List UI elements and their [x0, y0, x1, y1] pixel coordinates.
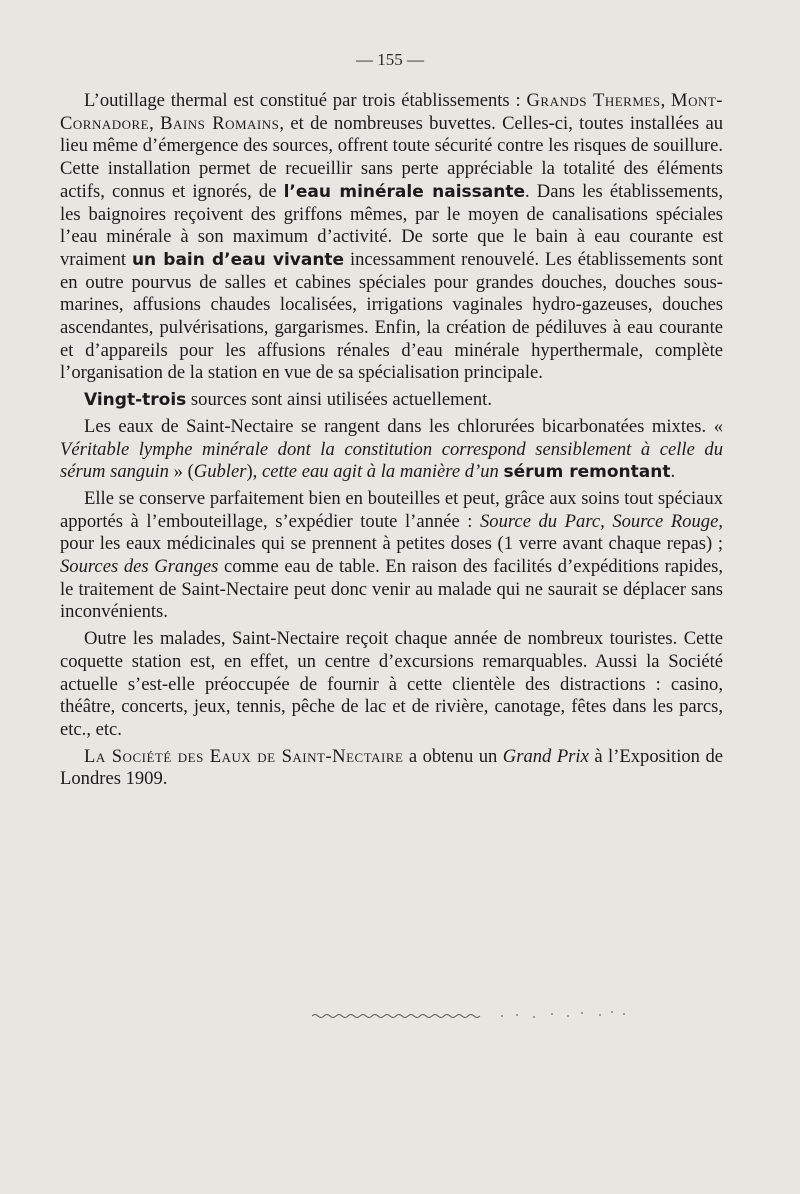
- emphasis-vingt-trois: Vingt-trois: [84, 390, 187, 411]
- page-number: — 155 —: [356, 50, 424, 69]
- establishment-grands-thermes: Grands Thermes: [526, 90, 661, 111]
- citation-gubler: Gubler: [193, 461, 247, 483]
- emphasis-eau-minerale: l’eau minérale naissante: [283, 181, 526, 202]
- paragraph-award: La Société des Eaux de Saint-Nectaire a obtenu un Grand Prix à l’Exposition de Londres 1909.: [60, 745, 724, 790]
- body-text: [60, 90, 723, 795]
- paragraph-tourism: Outre les malades, Saint-Nectaire reçoit chaque année de nombreux touristes. Cette coquette station est, en effet, un centre d’excursions remarquables. Aussi la Société actuelle s’est-elle préoccupée de fournir à cette clientèle des distractions : casino, théâtre, concerts, jeux, tennis, pêche de lac et de rivière, canotage, fêtes dans les parcs, etc., etc.: [60, 628, 723, 740]
- source-granges: Sources des Granges: [60, 556, 219, 578]
- award-grand-prix: Grand Prix: [502, 745, 589, 767]
- establishment-mont-cornadore: Mont-Cornadore: [60, 90, 723, 134]
- paragraph-sources: Vingt-trois sources sont ainsi utilisées actuellement.: [84, 389, 492, 411]
- source-names: Source du Parc, Source Rouge: [480, 510, 719, 532]
- emphasis-serum-remontant: sérum remontant: [503, 462, 671, 483]
- paragraph-bottling: Elle se conserve parfaitement bien en bouteilles et peut, grâce aux soins tout spéciaux apportés à l’embouteillage, s’expédier toute l’année : Source du Parc, Source Rouge, pour les eaux médicinales qui se prennent à petites doses (1 verre avant chaque repas) ; Sources des Granges comme eau de table. En raison des facilités d’expéditions rapides, le traitement de Saint-Nectaire peut donc venir au malade qui ne saurait se déplacer sans inconvénients.: [60, 487, 723, 623]
- quote-lymphe: Véritable lymphe minérale dont la constitution correspond sensiblement à celle du sérum sanguin: [60, 438, 723, 483]
- paragraph-thermal-facilities: L’outillage thermal est constitué par trois établissements : Grands Thermes, Mont-Cornadore, Bains Romains, et de nombreuses buvettes. Celles-ci, toutes installées au lieu même d’émergence des sources, offrent toute sécurité contre les risques de souillure. Cette installation permet de recueillir sans perte appréciable la totalité des éléments actifs, connus et ignorés, de l’eau minérale naissante. Dans les établissements, les baignoires reçoivent des griffons mêmes, par le moyen de canalisations spéciales l’eau minérale à son maximum d’activité. De sorte que le bain à eau courante est vraiment un bain d’eau vivante incessamment renouvelé. Les établissements sont en outre pourvus de salles et cabines spéciales pour grandes douches, douches sous-marines, affusions chaudes localisées, irrigations vaginales hydro-gazeuses, douches ascendantes, pulvérisations, gargarismes. Enfin, la création de pédiluves à eau courante et d’appareils pour les affusions rénales d’eau minérale hyperthermale, complète l’organisation de la station en vue de sa spécialisation principale.: [60, 90, 723, 384]
- decorative-rule-ornament: [312, 1006, 632, 1024]
- paragraph-composition: Les eaux de Saint-Nectaire se rangent dans les chlorurées bicarbonatées mixtes. « Véritable lymphe minérale dont la constitution correspond sensiblement à celle du sérum sanguin » (Gubler), cette eau agit à la manière d’un sérum remontant.: [60, 415, 723, 483]
- emphasis-bain-eau-vivante: un bain d’eau vivante: [131, 249, 345, 270]
- company-name: La Société des Eaux de Saint-Nectaire: [84, 745, 404, 767]
- establishment-bains-romains: Bains Romains: [160, 112, 280, 134]
